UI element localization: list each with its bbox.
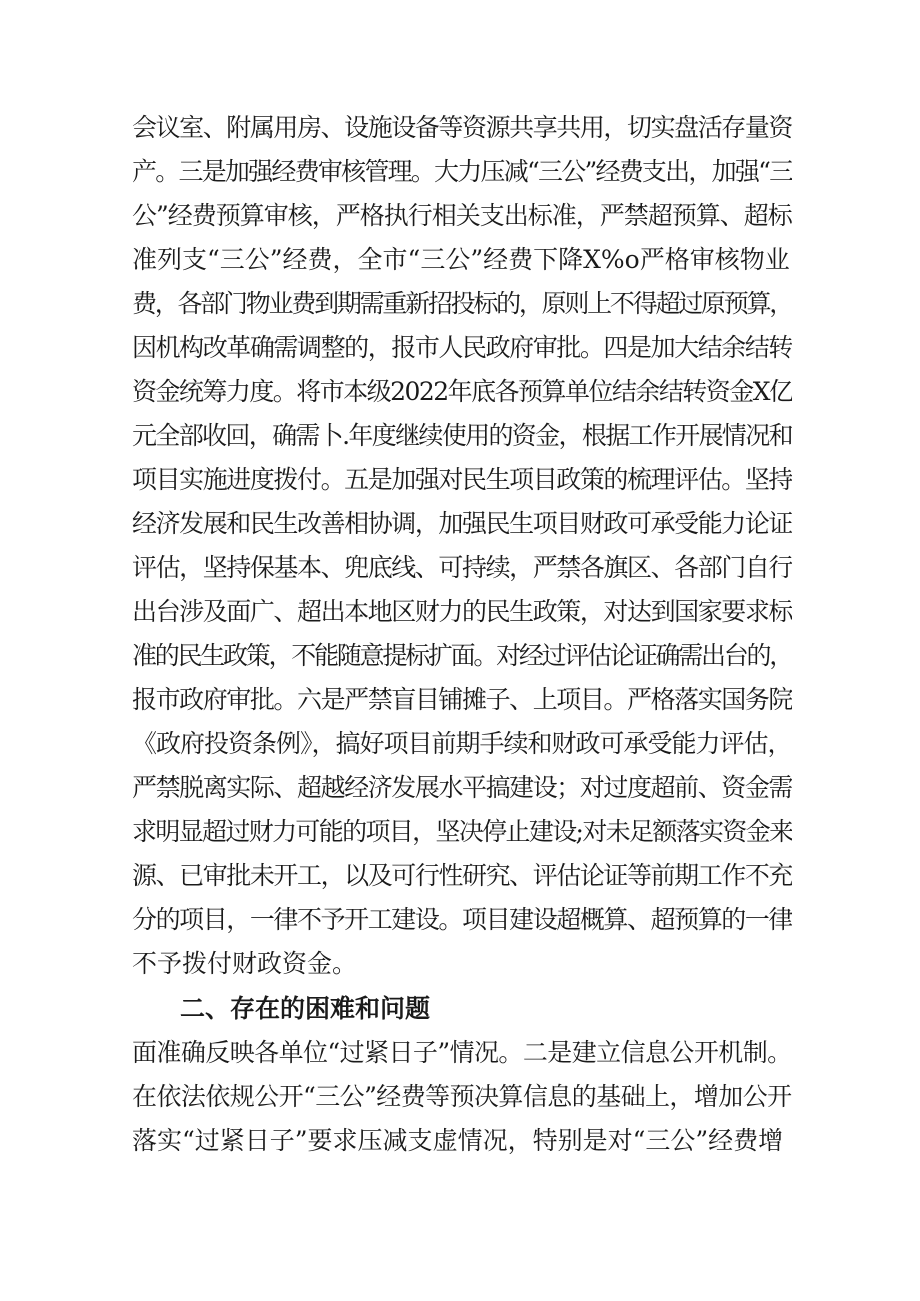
body-text-line: 会议室、附属用房、设施设备等资源共享共用，切实盘活存量资: [132, 113, 792, 142]
body-text-line: 求明显超过财力可能的项目，坚决停止建设;对未足额落实资金来: [132, 817, 792, 846]
body-text-line: 出台涉及面广、超出本地区财力的民生政策，对达到国家要求标: [132, 597, 792, 626]
body-text-line: 经济发展和民生改善相协调，加强民生项目财政可承受能力论证: [132, 509, 792, 538]
body-text-line: 严禁脱离实际、超越经济发展水平搞建设；对过度超前、资金需: [132, 773, 792, 802]
body-text-line: 《政府投资条例》，搞好项目前期手续和财政可承受能力评估，: [132, 729, 792, 758]
body-text-line: 资金统筹力度。将市本级2022年底各预算单位结余结转资金X亿: [132, 377, 792, 406]
section-heading: 二、存在的困难和问题: [180, 994, 431, 1023]
body-text-line: 产。三是加强经费审核管理。大力压减“三公”经费支出，加强“三: [132, 157, 792, 186]
body-text-line: 因机构改革确需调整的，报市人民政府审批。四是加大结余结转: [132, 333, 792, 362]
body-text-line: 费，各部门物业费到期需重新招投标的，原则上不得超过原预算，: [132, 289, 792, 318]
body-text-line: 准列支“三公”经费，全市“三公”经费下降X%o严格审核物业: [132, 245, 790, 274]
body-text-line: 源、已审批未开工，以及可行性研究、评估论证等前期工作不充: [132, 861, 792, 890]
body-text-line: 在依法依规公开“三公”经费等预决算信息的基础上，增加公开: [132, 1082, 792, 1111]
body-text-line: 评估，坚持保基本、兜底线、可持续，严禁各旗区、各部门自行: [132, 553, 792, 582]
body-text-line: 分的项目，一律不予开工建设。项目建设超概算、超预算的一律: [132, 905, 792, 934]
body-text-line: 项目实施进度拨付。五是加强对民生项目政策的梳理评估。坚持: [132, 465, 792, 494]
body-text-line: 面准确反映各单位“过紧日子”情况。二是建立信息公开机制。: [132, 1038, 792, 1067]
body-text-line: 准的民生政策，不能随意提标扩面。对经过评估论证确需出台的，: [132, 641, 792, 670]
body-text-line: 不予拨付财政资金。: [132, 949, 358, 978]
body-text-line: 元全部收回，确需卜.年度继续使用的资金，根据工作开展情况和: [132, 421, 792, 450]
body-text-line: 落实“过紧日子”要求压减支虚情况，特别是对“三公”经费增: [132, 1126, 784, 1155]
body-text-line: 公”经费预算审核，严格执行相关支出标准，严禁超预算、超标: [132, 201, 792, 230]
body-text-line: 报市政府审批。六是严禁盲目铺摊子、上项目。严格落实国务院: [132, 685, 792, 714]
